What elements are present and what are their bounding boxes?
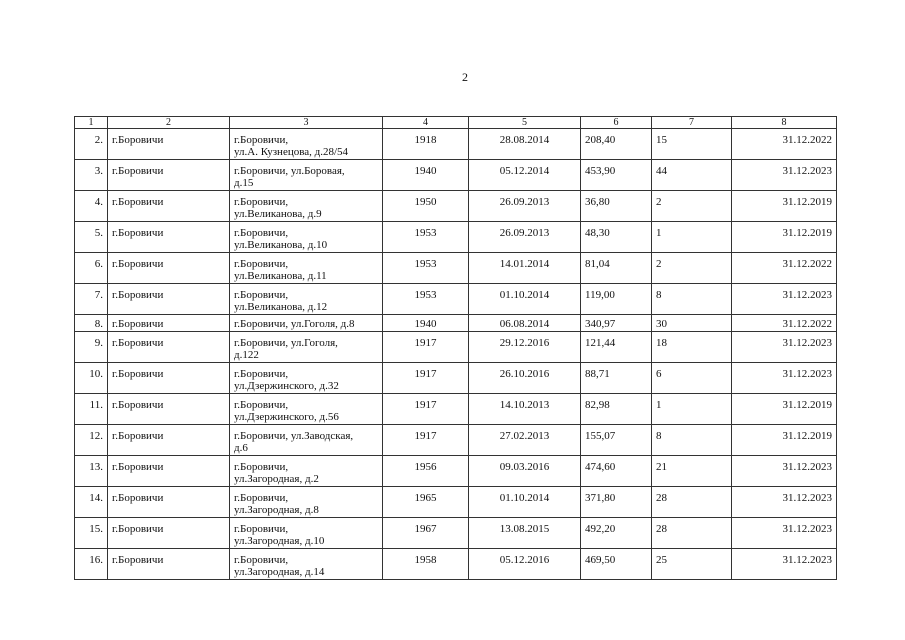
settlement-cell: г.Боровичи [108,487,230,518]
table-row [75,394,837,425]
address-line-1: г.Боровичи, [234,289,289,301]
table-row [75,129,837,160]
address-line-2: ул.Великанова, д.12 [234,301,328,313]
date-cell: 01.10.2014 [469,284,581,315]
table-row [75,315,837,332]
deadline-cell: 31.12.2022 [732,315,837,332]
address-line-2: ул.Загородная, д.14 [234,566,325,578]
column-header: 3 [230,117,383,129]
area-cell: 155,07 [581,425,652,456]
deadline-cell: 31.12.2023 [732,363,837,394]
address-line-2: д.6 [234,442,248,454]
residents-count-cell: 8 [652,284,732,315]
column-header: 2 [108,117,230,129]
address-cell [230,315,383,332]
area-cell: 82,98 [581,394,652,425]
table-row [75,253,837,284]
date-cell: 26.09.2013 [469,222,581,253]
build-year-cell: 1917 [383,425,469,456]
table-row [75,487,837,518]
address-line-2: ул.А. Кузнецова, д.28/54 [234,146,349,158]
address-cell [230,191,383,222]
deadline-cell: 31.12.2023 [732,332,837,363]
housing-registry-table [74,116,837,580]
build-year-cell: 1918 [383,129,469,160]
deadline-cell: 31.12.2022 [732,253,837,284]
address-cell [230,363,383,394]
date-cell: 05.12.2014 [469,160,581,191]
settlement-cell: г.Боровичи [108,425,230,456]
residents-count-cell: 25 [652,549,732,580]
address-line-2: ул.Дзержинского, д.32 [234,380,339,392]
address-cell [230,253,383,284]
row-number-cell: 5. [75,222,108,253]
address-line-2: ул.Дзержинского, д.56 [234,411,339,423]
date-cell: 14.01.2014 [469,253,581,284]
table-row [75,363,837,394]
row-number-cell: 15. [75,518,108,549]
area-cell: 340,97 [581,315,652,332]
settlement-cell: г.Боровичи [108,332,230,363]
address-cell [230,487,383,518]
row-number-cell: 4. [75,191,108,222]
deadline-cell: 31.12.2019 [732,191,837,222]
address-line-1: г.Боровичи, [234,554,289,566]
build-year-cell: 1953 [383,253,469,284]
address-line-1: г.Боровичи, [234,227,289,239]
area-cell: 119,00 [581,284,652,315]
address-line-1: г.Боровичи, ул.Боровая, [234,165,345,177]
residents-count-cell: 18 [652,332,732,363]
deadline-cell: 31.12.2022 [732,129,837,160]
build-year-cell: 1953 [383,222,469,253]
settlement-cell: г.Боровичи [108,549,230,580]
area-cell: 371,80 [581,487,652,518]
table-body [75,129,837,580]
build-year-cell: 1967 [383,518,469,549]
date-cell: 01.10.2014 [469,487,581,518]
date-cell: 26.10.2016 [469,363,581,394]
table-row [75,518,837,549]
build-year-cell: 1950 [383,191,469,222]
settlement-cell: г.Боровичи [108,518,230,549]
address-line-1: г.Боровичи, [234,368,289,380]
deadline-cell: 31.12.2023 [732,284,837,315]
date-cell: 26.09.2013 [469,191,581,222]
settlement-cell: г.Боровичи [108,456,230,487]
address-cell [230,332,383,363]
address-line-1: г.Боровичи, [234,134,289,146]
build-year-cell: 1917 [383,363,469,394]
address-line-1: г.Боровичи, ул.Гоголя, д.8 [234,318,355,330]
row-number-cell: 16. [75,549,108,580]
date-cell: 09.03.2016 [469,456,581,487]
area-cell: 492,20 [581,518,652,549]
row-number-cell: 13. [75,456,108,487]
build-year-cell: 1940 [383,315,469,332]
row-number-cell: 2. [75,129,108,160]
address-cell [230,222,383,253]
build-year-cell: 1917 [383,332,469,363]
residents-count-cell: 8 [652,425,732,456]
address-line-1: г.Боровичи, ул.Гоголя, [234,337,338,349]
table-row [75,549,837,580]
column-header: 5 [469,117,581,129]
address-line-2: д.15 [234,177,254,189]
settlement-cell: г.Боровичи [108,284,230,315]
address-line-2: ул.Загородная, д.10 [234,535,325,547]
address-cell [230,425,383,456]
table-header [75,117,837,129]
area-cell: 453,90 [581,160,652,191]
settlement-cell: г.Боровичи [108,191,230,222]
deadline-cell: 31.12.2019 [732,425,837,456]
address-cell [230,284,383,315]
date-cell: 27.02.2013 [469,425,581,456]
date-cell: 28.08.2014 [469,129,581,160]
column-number-row [75,117,837,129]
residents-count-cell: 2 [652,191,732,222]
row-number-cell: 11. [75,394,108,425]
address-line-1: г.Боровичи, [234,492,289,504]
date-cell: 06.08.2014 [469,315,581,332]
row-number-cell: 10. [75,363,108,394]
deadline-cell: 31.12.2023 [732,456,837,487]
column-header: 7 [652,117,732,129]
date-cell: 05.12.2016 [469,549,581,580]
row-number-cell: 14. [75,487,108,518]
address-cell [230,160,383,191]
address-line-1: г.Боровичи, [234,523,289,535]
area-cell: 121,44 [581,332,652,363]
residents-count-cell: 1 [652,222,732,253]
deadline-cell: 31.12.2023 [732,549,837,580]
build-year-cell: 1953 [383,284,469,315]
table-row [75,222,837,253]
deadline-cell: 31.12.2019 [732,222,837,253]
date-cell: 14.10.2013 [469,394,581,425]
address-line-2: ул.Загородная, д.8 [234,504,319,516]
address-cell [230,549,383,580]
deadline-cell: 31.12.2019 [732,394,837,425]
row-number-cell: 6. [75,253,108,284]
settlement-cell: г.Боровичи [108,129,230,160]
deadline-cell: 31.12.2023 [732,518,837,549]
area-cell: 474,60 [581,456,652,487]
residents-count-cell: 28 [652,487,732,518]
address-line-1: г.Боровичи, [234,399,289,411]
address-line-2: ул.Великанова, д.11 [234,270,327,282]
table-row [75,425,837,456]
residents-count-cell: 2 [652,253,732,284]
area-cell: 469,50 [581,549,652,580]
settlement-cell: г.Боровичи [108,160,230,191]
page-number: 2 [462,70,468,84]
row-number-cell: 12. [75,425,108,456]
table-row [75,160,837,191]
deadline-cell: 31.12.2023 [732,160,837,191]
address-line-1: г.Боровичи, [234,461,289,473]
row-number-cell: 7. [75,284,108,315]
area-cell: 36,80 [581,191,652,222]
address-line-1: г.Боровичи, ул.Заводская, [234,430,354,442]
row-number-cell: 8. [75,315,108,332]
row-number-cell: 9. [75,332,108,363]
build-year-cell: 1965 [383,487,469,518]
address-line-2: ул.Загородная, д.2 [234,473,319,485]
residents-count-cell: 28 [652,518,732,549]
settlement-cell: г.Боровичи [108,394,230,425]
area-cell: 81,04 [581,253,652,284]
settlement-cell: г.Боровичи [108,253,230,284]
residents-count-cell: 1 [652,394,732,425]
settlement-cell: г.Боровичи [108,315,230,332]
settlement-cell: г.Боровичи [108,363,230,394]
row-number-cell: 3. [75,160,108,191]
date-cell: 29.12.2016 [469,332,581,363]
column-header: 6 [581,117,652,129]
build-year-cell: 1958 [383,549,469,580]
date-cell: 13.08.2015 [469,518,581,549]
address-cell [230,456,383,487]
build-year-cell: 1917 [383,394,469,425]
address-line-2: ул.Великанова, д.10 [234,239,328,251]
build-year-cell: 1940 [383,160,469,191]
residents-count-cell: 44 [652,160,732,191]
address-line-1: г.Боровичи, [234,258,289,270]
deadline-cell: 31.12.2023 [732,487,837,518]
address-cell [230,518,383,549]
address-line-2: ул.Великанова, д.9 [234,208,322,220]
column-header: 8 [732,117,837,129]
column-header: 1 [75,117,108,129]
residents-count-cell: 15 [652,129,732,160]
settlement-cell: г.Боровичи [108,222,230,253]
address-cell [230,394,383,425]
address-cell [230,129,383,160]
address-line-2: д.122 [234,349,259,361]
table-row [75,456,837,487]
table-row [75,332,837,363]
table-row [75,191,837,222]
area-cell: 48,30 [581,222,652,253]
area-cell: 88,71 [581,363,652,394]
residents-count-cell: 30 [652,315,732,332]
table-row [75,284,837,315]
residents-count-cell: 6 [652,363,732,394]
build-year-cell: 1956 [383,456,469,487]
area-cell: 208,40 [581,129,652,160]
column-header: 4 [383,117,469,129]
residents-count-cell: 21 [652,456,732,487]
address-line-1: г.Боровичи, [234,196,289,208]
